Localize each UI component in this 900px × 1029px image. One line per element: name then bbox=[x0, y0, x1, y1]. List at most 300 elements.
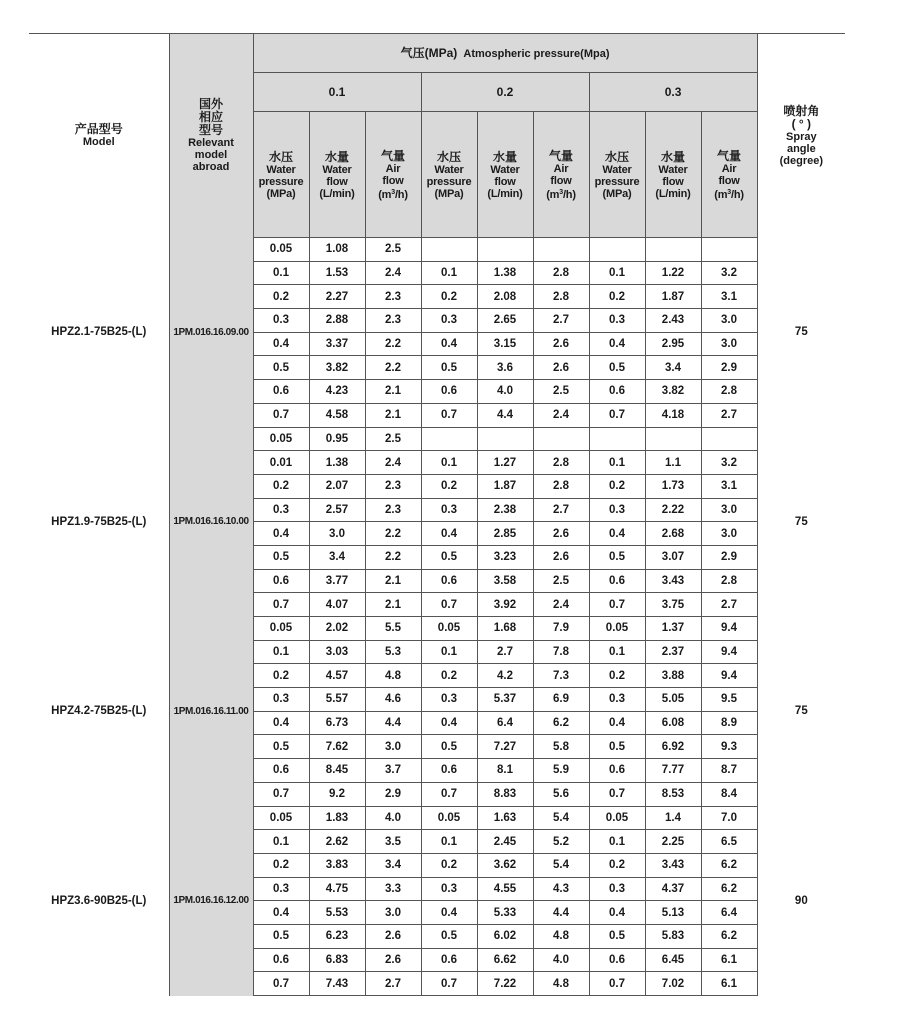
value-cell: 2.7 bbox=[477, 640, 533, 664]
value-cell: 4.4 bbox=[365, 711, 421, 735]
value-cell: 0.6 bbox=[253, 759, 309, 783]
spray-en-2: angle bbox=[786, 142, 816, 155]
value-cell: 5.83 bbox=[645, 924, 701, 948]
value-cell: 4.07 bbox=[309, 593, 365, 617]
value-cell: 1.38 bbox=[309, 451, 365, 475]
value-cell: 2.8 bbox=[533, 261, 589, 285]
value-cell: 2.6 bbox=[365, 948, 421, 972]
value-cell: 6.1 bbox=[701, 948, 757, 972]
value-cell: 2.08 bbox=[477, 285, 533, 309]
water-pressure-header bbox=[589, 112, 645, 238]
value-cell: 3.0 bbox=[701, 309, 757, 333]
atmospheric-pressure-header bbox=[253, 34, 757, 73]
value-cell: 3.82 bbox=[645, 380, 701, 404]
value-cell: 0.5 bbox=[589, 735, 645, 759]
value-cell: 0.4 bbox=[253, 522, 309, 546]
water-flow-label-3: (L/min) bbox=[319, 187, 355, 200]
value-cell: 0.4 bbox=[421, 711, 477, 735]
water-pressure-label-3: (MPa) bbox=[434, 187, 464, 200]
value-cell: 0.5 bbox=[589, 924, 645, 948]
air-flow-label-1: Air bbox=[553, 162, 569, 175]
relevant-en-1: Relevant bbox=[188, 137, 234, 150]
value-cell: 1.38 bbox=[477, 261, 533, 285]
value-cell: 0.4 bbox=[589, 332, 645, 356]
value-cell: 0.1 bbox=[421, 830, 477, 854]
water-flow-label-0: 水量 bbox=[324, 149, 349, 164]
value-cell bbox=[645, 427, 701, 451]
value-cell: 3.92 bbox=[477, 593, 533, 617]
value-cell: 0.7 bbox=[589, 782, 645, 806]
pressure-header-0.3: 0.3 bbox=[589, 73, 757, 112]
value-cell: 1.37 bbox=[645, 617, 701, 641]
water-flow-label-2: flow bbox=[662, 175, 684, 188]
value-cell: 6.08 bbox=[645, 711, 701, 735]
value-cell: 0.3 bbox=[253, 688, 309, 712]
table-row bbox=[29, 806, 845, 830]
value-cell: 6.4 bbox=[701, 901, 757, 925]
value-cell: 2.8 bbox=[701, 380, 757, 404]
water-flow-label-1: Water bbox=[490, 163, 520, 176]
value-cell: 3.75 bbox=[645, 593, 701, 617]
value-cell: 7.62 bbox=[309, 735, 365, 759]
value-cell: 0.7 bbox=[421, 593, 477, 617]
value-cell: 3.4 bbox=[309, 545, 365, 569]
value-cell: 2.68 bbox=[645, 522, 701, 546]
atm-header-en: Atmospheric pressure(Mpa) bbox=[463, 47, 610, 60]
value-cell: 9.4 bbox=[701, 664, 757, 688]
value-cell: 0.4 bbox=[421, 901, 477, 925]
value-cell: 0.4 bbox=[253, 901, 309, 925]
value-cell: 0.5 bbox=[253, 924, 309, 948]
value-cell: 0.2 bbox=[589, 285, 645, 309]
air-flow-unit-b: /h) bbox=[730, 188, 744, 201]
value-cell: 4.75 bbox=[309, 877, 365, 901]
air-flow-label-0: 气量 bbox=[717, 148, 742, 163]
spray-angle-cell: 75 bbox=[757, 427, 845, 617]
value-cell: 0.6 bbox=[253, 380, 309, 404]
value-cell: 1.1 bbox=[645, 451, 701, 475]
value-cell: 0.3 bbox=[253, 309, 309, 333]
value-cell: 1.08 bbox=[309, 238, 365, 262]
value-cell: 2.2 bbox=[365, 522, 421, 546]
value-cell: 2.57 bbox=[309, 498, 365, 522]
value-cell: 0.2 bbox=[253, 664, 309, 688]
value-cell: 0.1 bbox=[589, 451, 645, 475]
value-cell: 3.77 bbox=[309, 569, 365, 593]
water-pressure-label-2: pressure bbox=[426, 175, 472, 188]
value-cell: 0.4 bbox=[253, 332, 309, 356]
water-pressure-label-0: 水压 bbox=[268, 149, 293, 164]
value-cell: 0.1 bbox=[253, 261, 309, 285]
value-cell: 0.1 bbox=[421, 261, 477, 285]
value-cell: 2.4 bbox=[365, 261, 421, 285]
value-cell: 1.22 bbox=[645, 261, 701, 285]
value-cell: 0.3 bbox=[589, 877, 645, 901]
relevant-en-2: model bbox=[194, 149, 228, 162]
spray-angle-cell: 90 bbox=[757, 806, 845, 996]
water-pressure-label-0: 水压 bbox=[436, 149, 461, 164]
value-cell: 0.05 bbox=[253, 238, 309, 262]
value-cell: 6.62 bbox=[477, 948, 533, 972]
value-cell: 0.05 bbox=[421, 806, 477, 830]
water-pressure-label-3: (MPa) bbox=[602, 187, 632, 200]
value-cell: 6.23 bbox=[309, 924, 365, 948]
value-cell: 2.43 bbox=[645, 309, 701, 333]
value-cell: 2.7 bbox=[701, 593, 757, 617]
value-cell: 4.55 bbox=[477, 877, 533, 901]
value-cell: 0.6 bbox=[421, 759, 477, 783]
value-cell: 0.05 bbox=[253, 427, 309, 451]
relevant-model-cell: 1PM.016.16.12.00 bbox=[169, 806, 253, 996]
value-cell: 1.68 bbox=[477, 617, 533, 641]
value-cell: 0.6 bbox=[253, 948, 309, 972]
value-cell: 0.1 bbox=[421, 451, 477, 475]
air-flow-unit-sup: 3 bbox=[391, 188, 395, 196]
value-cell: 2.6 bbox=[533, 356, 589, 380]
value-cell: 3.83 bbox=[309, 853, 365, 877]
value-cell: 3.0 bbox=[309, 522, 365, 546]
value-cell: 2.5 bbox=[365, 238, 421, 262]
value-cell bbox=[533, 238, 589, 262]
value-cell: 0.3 bbox=[589, 309, 645, 333]
value-cell: 6.5 bbox=[701, 830, 757, 854]
value-cell: 9.5 bbox=[701, 688, 757, 712]
value-cell: 0.2 bbox=[421, 853, 477, 877]
value-cell: 3.0 bbox=[365, 735, 421, 759]
value-cell: 7.8 bbox=[533, 640, 589, 664]
air-flow-unit bbox=[534, 187, 589, 201]
value-cell: 2.07 bbox=[309, 474, 365, 498]
value-cell: 4.0 bbox=[477, 380, 533, 404]
value-cell: 2.1 bbox=[365, 403, 421, 427]
value-cell: 2.37 bbox=[645, 640, 701, 664]
value-cell: 5.4 bbox=[533, 853, 589, 877]
value-cell: 3.82 bbox=[309, 356, 365, 380]
value-cell: 9.4 bbox=[701, 617, 757, 641]
spec-table bbox=[29, 33, 845, 996]
value-cell bbox=[477, 238, 533, 262]
value-cell: 0.7 bbox=[253, 782, 309, 806]
value-cell: 0.7 bbox=[589, 403, 645, 427]
value-cell: 0.2 bbox=[589, 664, 645, 688]
value-cell: 0.5 bbox=[589, 545, 645, 569]
value-cell bbox=[645, 238, 701, 262]
air-flow-unit-a: (m bbox=[378, 188, 392, 201]
value-cell: 2.5 bbox=[365, 427, 421, 451]
value-cell: 5.13 bbox=[645, 901, 701, 925]
value-cell: 8.4 bbox=[701, 782, 757, 806]
air-flow-label-0: 气量 bbox=[548, 148, 573, 163]
value-cell: 3.2 bbox=[701, 261, 757, 285]
value-cell: 6.02 bbox=[477, 924, 533, 948]
value-cell: 0.3 bbox=[421, 877, 477, 901]
air-flow-header bbox=[533, 112, 589, 238]
atm-header-cn: 气压(MPa) bbox=[400, 45, 458, 60]
value-cell: 2.8 bbox=[533, 474, 589, 498]
value-cell: 7.9 bbox=[533, 617, 589, 641]
water-flow-label-2: flow bbox=[326, 175, 348, 188]
air-flow-label-2: flow bbox=[718, 174, 740, 187]
value-cell: 5.37 bbox=[477, 688, 533, 712]
spec-table-container bbox=[29, 33, 845, 996]
value-cell: 9.3 bbox=[701, 735, 757, 759]
pressure-header-0.1: 0.1 bbox=[253, 73, 421, 112]
value-cell: 2.38 bbox=[477, 498, 533, 522]
value-cell: 2.65 bbox=[477, 309, 533, 333]
value-cell: 4.0 bbox=[533, 948, 589, 972]
value-cell: 0.7 bbox=[421, 403, 477, 427]
air-flow-label-0: 气量 bbox=[380, 148, 405, 163]
value-cell: 2.9 bbox=[365, 782, 421, 806]
value-cell: 7.22 bbox=[477, 972, 533, 996]
value-cell: 0.3 bbox=[421, 498, 477, 522]
value-cell: 9.4 bbox=[701, 640, 757, 664]
relevant-cn-1: 国外 bbox=[198, 97, 223, 112]
value-cell: 1.63 bbox=[477, 806, 533, 830]
value-cell: 6.2 bbox=[701, 924, 757, 948]
value-cell: 3.2 bbox=[701, 451, 757, 475]
value-cell bbox=[421, 427, 477, 451]
value-cell: 0.7 bbox=[253, 972, 309, 996]
spray-cn-1: 喷射角 bbox=[783, 103, 820, 118]
model-header-en: Model bbox=[82, 136, 115, 149]
value-cell: 2.27 bbox=[309, 285, 365, 309]
value-cell: 1.4 bbox=[645, 806, 701, 830]
value-cell: 0.5 bbox=[253, 356, 309, 380]
value-cell: 0.1 bbox=[421, 640, 477, 664]
value-cell bbox=[477, 427, 533, 451]
value-cell: 3.5 bbox=[365, 830, 421, 854]
value-cell: 3.07 bbox=[645, 545, 701, 569]
water-flow-label-1: Water bbox=[322, 163, 352, 176]
air-flow-unit-sup: 3 bbox=[559, 188, 563, 196]
spray-angle-cell: 75 bbox=[757, 238, 845, 428]
air-flow-unit bbox=[366, 187, 421, 201]
table-body bbox=[29, 238, 845, 996]
value-cell bbox=[701, 427, 757, 451]
value-cell: 4.57 bbox=[309, 664, 365, 688]
value-cell: 0.5 bbox=[421, 545, 477, 569]
value-cell: 1.87 bbox=[477, 474, 533, 498]
spray-angle-header bbox=[757, 34, 845, 238]
value-cell: 4.8 bbox=[533, 924, 589, 948]
value-cell: 0.7 bbox=[589, 593, 645, 617]
value-cell: 0.95 bbox=[309, 427, 365, 451]
value-cell: 0.05 bbox=[253, 806, 309, 830]
value-cell: 1.27 bbox=[477, 451, 533, 475]
value-cell: 3.4 bbox=[365, 853, 421, 877]
value-cell: 0.2 bbox=[253, 285, 309, 309]
value-cell: 0.7 bbox=[421, 782, 477, 806]
value-cell: 0.7 bbox=[421, 972, 477, 996]
value-cell: 0.1 bbox=[253, 830, 309, 854]
value-cell: 2.22 bbox=[645, 498, 701, 522]
water-pressure-label-1: Water bbox=[266, 163, 296, 176]
value-cell: 0.5 bbox=[421, 356, 477, 380]
value-cell: 3.88 bbox=[645, 664, 701, 688]
value-cell: 7.43 bbox=[309, 972, 365, 996]
water-flow-label-2: flow bbox=[494, 175, 516, 188]
value-cell: 2.6 bbox=[533, 545, 589, 569]
value-cell: 4.23 bbox=[309, 380, 365, 404]
value-cell: 5.8 bbox=[533, 735, 589, 759]
value-cell: 0.4 bbox=[589, 901, 645, 925]
value-cell: 5.05 bbox=[645, 688, 701, 712]
value-cell: 6.73 bbox=[309, 711, 365, 735]
value-cell: 2.8 bbox=[533, 451, 589, 475]
value-cell: 0.7 bbox=[253, 403, 309, 427]
value-cell: 0.5 bbox=[589, 356, 645, 380]
value-cell: 2.25 bbox=[645, 830, 701, 854]
value-cell: 2.2 bbox=[365, 356, 421, 380]
air-flow-header bbox=[365, 112, 421, 238]
value-cell: 0.05 bbox=[253, 617, 309, 641]
value-cell: 0.05 bbox=[421, 617, 477, 641]
air-flow-unit bbox=[702, 187, 757, 201]
value-cell: 0.2 bbox=[253, 474, 309, 498]
value-cell: 0.1 bbox=[589, 830, 645, 854]
value-cell: 2.7 bbox=[365, 972, 421, 996]
value-cell: 0.6 bbox=[421, 569, 477, 593]
value-cell: 2.3 bbox=[365, 309, 421, 333]
air-flow-unit-b: /h) bbox=[562, 188, 576, 201]
value-cell: 8.83 bbox=[477, 782, 533, 806]
value-cell: 5.5 bbox=[365, 617, 421, 641]
value-cell: 3.0 bbox=[701, 332, 757, 356]
model-header bbox=[29, 34, 169, 238]
value-cell: 8.1 bbox=[477, 759, 533, 783]
value-cell: 0.4 bbox=[589, 711, 645, 735]
value-cell: 6.9 bbox=[533, 688, 589, 712]
value-cell: 0.3 bbox=[589, 688, 645, 712]
value-cell: 0.6 bbox=[421, 380, 477, 404]
relevant-en-3: abroad bbox=[192, 161, 230, 174]
relevant-model-header bbox=[169, 34, 253, 238]
value-cell: 0.5 bbox=[421, 924, 477, 948]
value-cell: 2.45 bbox=[477, 830, 533, 854]
value-cell: 0.2 bbox=[253, 853, 309, 877]
value-cell: 2.9 bbox=[701, 545, 757, 569]
value-cell: 3.62 bbox=[477, 853, 533, 877]
value-cell: 3.37 bbox=[309, 332, 365, 356]
value-cell: 0.6 bbox=[253, 569, 309, 593]
value-cell: 4.37 bbox=[645, 877, 701, 901]
water-pressure-label-0: 水压 bbox=[604, 149, 629, 164]
water-pressure-label-2: pressure bbox=[258, 175, 304, 188]
water-pressure-label-2: pressure bbox=[594, 175, 640, 188]
table-row bbox=[29, 427, 845, 451]
value-cell: 2.6 bbox=[365, 924, 421, 948]
value-cell: 5.6 bbox=[533, 782, 589, 806]
value-cell: 5.33 bbox=[477, 901, 533, 925]
value-cell: 5.4 bbox=[533, 806, 589, 830]
value-cell: 7.3 bbox=[533, 664, 589, 688]
water-pressure-label-3: (MPa) bbox=[266, 187, 296, 200]
value-cell: 2.1 bbox=[365, 569, 421, 593]
value-cell: 3.15 bbox=[477, 332, 533, 356]
value-cell: 5.2 bbox=[533, 830, 589, 854]
value-cell: 0.6 bbox=[589, 569, 645, 593]
value-cell: 2.95 bbox=[645, 332, 701, 356]
water-flow-label-3: (L/min) bbox=[487, 187, 523, 200]
value-cell: 3.43 bbox=[645, 853, 701, 877]
value-cell: 6.1 bbox=[701, 972, 757, 996]
value-cell: 0.2 bbox=[421, 285, 477, 309]
value-cell: 2.3 bbox=[365, 474, 421, 498]
value-cell bbox=[589, 238, 645, 262]
value-cell: 3.03 bbox=[309, 640, 365, 664]
model-cell: HPZ2.1-75B25-(L) bbox=[51, 326, 147, 339]
value-cell: 2.3 bbox=[365, 285, 421, 309]
value-cell: 2.85 bbox=[477, 522, 533, 546]
value-cell: 6.83 bbox=[309, 948, 365, 972]
value-cell: 3.1 bbox=[701, 474, 757, 498]
value-cell: 0.05 bbox=[589, 806, 645, 830]
value-cell: 8.53 bbox=[645, 782, 701, 806]
value-cell: 3.3 bbox=[365, 877, 421, 901]
value-cell: 2.3 bbox=[365, 498, 421, 522]
value-cell: 1.83 bbox=[309, 806, 365, 830]
value-cell: 2.88 bbox=[309, 309, 365, 333]
air-flow-unit-b: /h) bbox=[394, 188, 408, 201]
value-cell: 4.18 bbox=[645, 403, 701, 427]
value-cell: 6.2 bbox=[701, 877, 757, 901]
value-cell: 2.62 bbox=[309, 830, 365, 854]
value-cell: 2.2 bbox=[365, 545, 421, 569]
value-cell: 0.6 bbox=[589, 380, 645, 404]
value-cell: 0.05 bbox=[589, 617, 645, 641]
value-cell: 0.5 bbox=[421, 735, 477, 759]
value-cell: 4.58 bbox=[309, 403, 365, 427]
value-cell: 2.02 bbox=[309, 617, 365, 641]
value-cell: 2.9 bbox=[701, 356, 757, 380]
value-cell: 4.6 bbox=[365, 688, 421, 712]
water-flow-label-0: 水量 bbox=[492, 149, 517, 164]
value-cell: 0.01 bbox=[253, 451, 309, 475]
value-cell: 2.1 bbox=[365, 380, 421, 404]
relevant-model-cell: 1PM.016.16.11.00 bbox=[169, 617, 253, 807]
model-cell: HPZ4.2-75B25-(L) bbox=[51, 705, 147, 718]
value-cell: 0.1 bbox=[589, 261, 645, 285]
air-flow-label-1: Air bbox=[385, 162, 401, 175]
model-header-cn: 产品型号 bbox=[74, 122, 123, 137]
value-cell: 4.8 bbox=[365, 664, 421, 688]
value-cell: 4.2 bbox=[477, 664, 533, 688]
value-cell: 0.1 bbox=[253, 640, 309, 664]
water-flow-header bbox=[309, 112, 365, 238]
value-cell bbox=[421, 238, 477, 262]
spray-en-3: (degree) bbox=[779, 154, 824, 167]
value-cell: 0.2 bbox=[421, 664, 477, 688]
value-cell: 2.5 bbox=[533, 380, 589, 404]
value-cell: 3.0 bbox=[701, 498, 757, 522]
value-cell: 8.45 bbox=[309, 759, 365, 783]
air-flow-label-2: flow bbox=[550, 174, 572, 187]
value-cell: 2.2 bbox=[365, 332, 421, 356]
water-flow-label-3: (L/min) bbox=[655, 187, 691, 200]
value-cell: 7.27 bbox=[477, 735, 533, 759]
value-cell: 2.1 bbox=[365, 593, 421, 617]
value-cell: 6.2 bbox=[533, 711, 589, 735]
value-cell: 2.4 bbox=[365, 451, 421, 475]
value-cell: 0.3 bbox=[421, 688, 477, 712]
value-cell: 0.3 bbox=[253, 498, 309, 522]
water-pressure-header bbox=[253, 112, 309, 238]
value-cell: 0.2 bbox=[589, 474, 645, 498]
value-cell: 3.6 bbox=[477, 356, 533, 380]
relevant-cn-2: 相应 bbox=[198, 110, 223, 125]
spray-cn-2: ( ° ) bbox=[791, 116, 812, 131]
